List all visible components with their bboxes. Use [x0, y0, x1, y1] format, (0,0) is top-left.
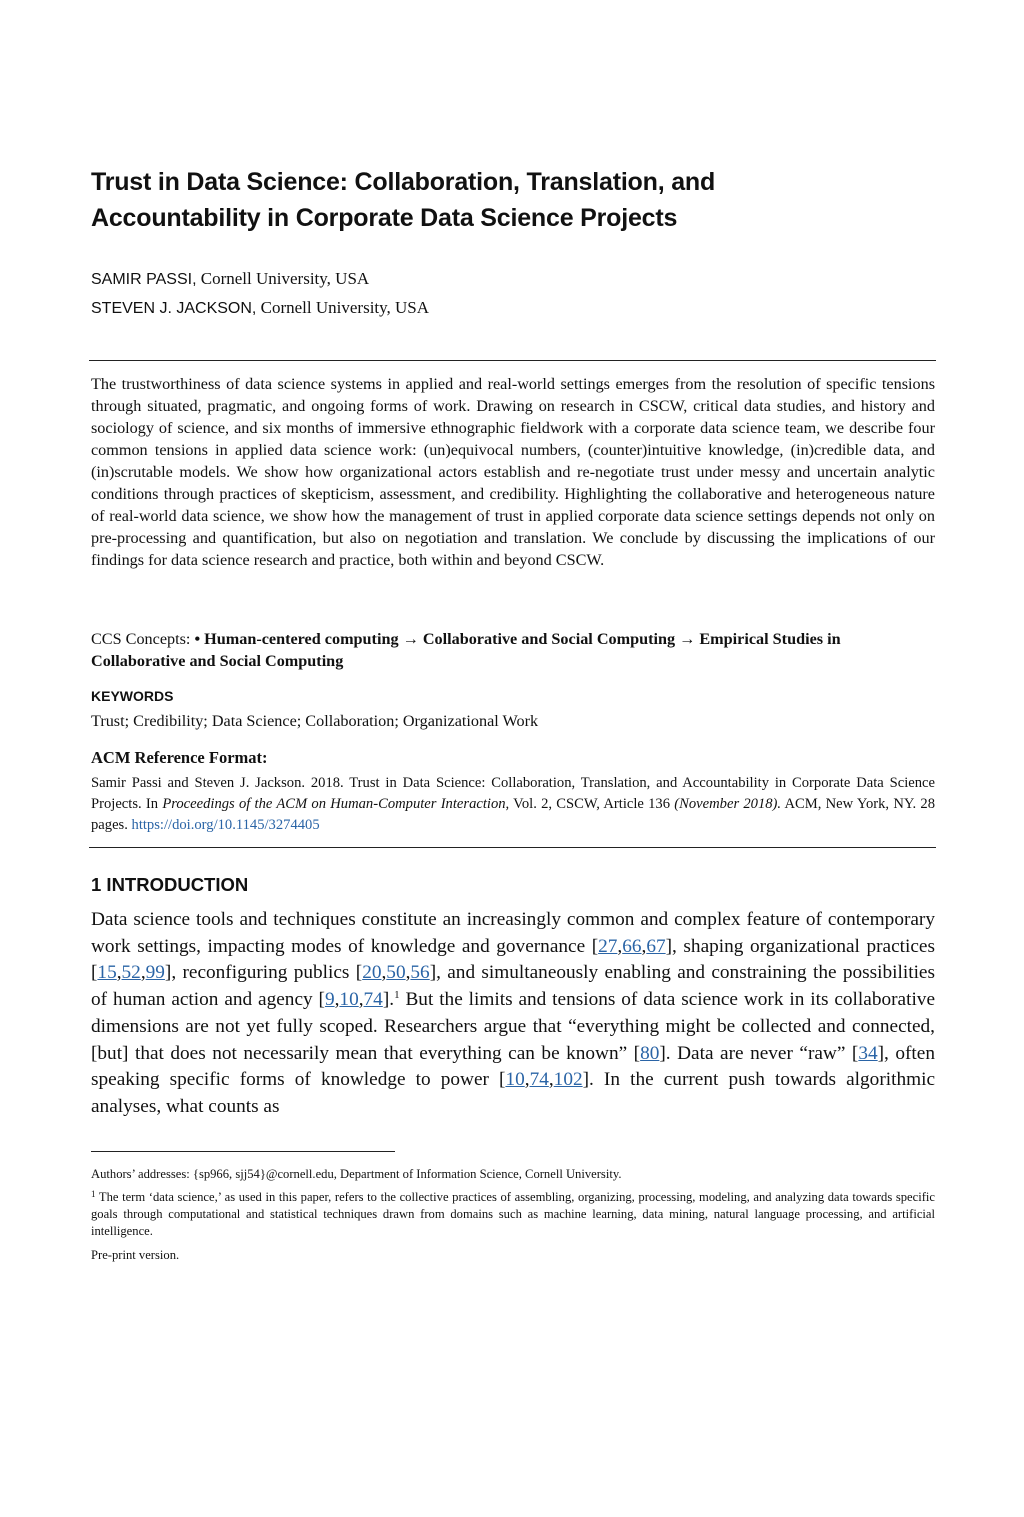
intro-text-run: , [140, 962, 146, 984]
footnote-reference[interactable]: 1 [394, 989, 400, 1002]
acm-ref-date: (November 2018). [674, 796, 782, 812]
citation-link[interactable]: 50 [386, 962, 406, 984]
preprint-note: Pre-print version. [91, 1248, 180, 1262]
author-name: STEVEN J. JACKSON, [91, 300, 257, 317]
footnote-1 [91, 1189, 935, 1240]
intro-text-run: ]. Data are never “raw” [ [659, 1042, 859, 1064]
author-2 [91, 294, 935, 323]
doi-link[interactable]: https://doi.org/10.1145/3274405 [131, 817, 320, 833]
acm-ref-venue: Proceedings of the ACM on Human-Computer Interaction, [162, 796, 510, 812]
citation-link[interactable]: 34 [858, 1042, 878, 1064]
author-affiliation: Cornell University, USA [256, 298, 430, 317]
keywords-text: Trust; Credibility; Data Science; Collaboration; Organizational Work [91, 712, 539, 730]
intro-text-run: ], reconfiguring publics [ [164, 962, 363, 984]
citation-link[interactable]: 15 [97, 962, 117, 984]
footnote-addresses: Authors’ addresses: {sp966, sjj54}@cornell.edu, Department of Information Science, Cornell University. [91, 1167, 622, 1181]
acm-reference-heading: ACM Reference Format: [91, 748, 268, 767]
acm-ref-part1: Samir Passi and Steven J. Jackson. 2018. Trust in Data Science: Collaboration, Translation, and Accountability in Corporate Data Science Projects. In [91, 775, 935, 812]
intro-text-run: Data science tools and techniques constitute an increasingly common and complex feature of contemporary work settings, impacting modes of knowledge and governance [ [91, 909, 935, 957]
intro-text-run: , [116, 962, 122, 984]
paper-title [91, 164, 935, 236]
footnote-divider [91, 1151, 395, 1152]
citation-link[interactable]: 52 [121, 962, 141, 984]
author-name: SAMIR PASSI, [91, 271, 197, 288]
intro-text-run: ]. In the current push towards algorithmic analyses, what counts as [91, 1069, 936, 1117]
citation-link[interactable]: 67 [646, 935, 666, 957]
citation-link[interactable]: 102 [553, 1069, 583, 1091]
intro-text-run: , [405, 962, 411, 984]
ccs-label: CCS Concepts: [91, 630, 195, 648]
title-line-2: Accountability in Corporate Data Science Projects [91, 204, 678, 232]
acm-ref-part3: ACM, New York, NY. 28 pages. [91, 796, 936, 833]
title-line-1: Trust in Data Science: Collaboration, Translation, and [91, 168, 716, 196]
citation-link[interactable]: 10 [339, 989, 359, 1011]
intro-text-run: , [524, 1069, 530, 1091]
citation-link[interactable]: 80 [640, 1042, 660, 1064]
ccs-concepts [91, 628, 935, 672]
intro-text-run: But the limits and tensions of data science work in its collaborative dimensions are not yet fully scoped. Researchers argue that “everything might be collected and connected, [but] that does not necessarily mean that everything can be known” [ [91, 989, 935, 1064]
author-1 [91, 265, 935, 294]
citation-link[interactable]: 66 [622, 935, 642, 957]
intro-text-run: ], and simultaneously enabling and constraining the possibilities of human action and agency [ [91, 962, 935, 1011]
intro-text-run: , [334, 989, 340, 1011]
intro-text-run: ], shaping organizational practices [ [91, 935, 935, 984]
introduction-heading: 1 INTRODUCTION [91, 874, 249, 895]
footnote-mark: 1 [91, 1189, 96, 1199]
intro-text-run: , [381, 962, 387, 984]
intro-text-run: , [548, 1069, 554, 1091]
header-divider [89, 360, 936, 361]
citation-link[interactable]: 20 [362, 962, 382, 984]
footnote-1-text: The term ‘data science,’ as used in this paper, refers to the collective practices of assembling, organizing, processing, modeling, and analyzing data towards specific goals through computational and statistical techniques drawn from domains such as machine learning, data mining, natural language processing, and artificial intelligence. [91, 1190, 935, 1238]
citation-link[interactable]: 9 [324, 989, 335, 1011]
intro-text-run: ], often speaking specific forms of knowledge to power [ [91, 1042, 935, 1091]
abstract: The trustworthiness of data science systems in applied and real-world settings emerges from the resolution of specific tensions through situated, pragmatic, and ongoing forms of work. Drawing on research in CSCW, critical data studies, and history and sociology of science, and six months of immersive ethnographic fieldwork with a corporate data science team, we describe four common tensions in applied data science work: (un)equivocal numbers, (counter)intuitive knowledge, (in)credible data, and (in)scrutable models. We show how organizational actors establish and re-negotiate trust under messy and uncertain analytic conditions through practices of skepticism, assessment, and credibility. Highlighting the collaborative and heterogeneous nature of real-world data science, we show how the management of trust in applied corporate data science settings depends not only on pre-processing and quantification, but also on negotiation and translation. We conclude by discussing the implications of our findings for data science research and practice, both within and beyond CSCW. [91, 375, 935, 569]
author-affiliation: Cornell University, USA [196, 269, 370, 288]
citation-link[interactable]: 74 [529, 1069, 549, 1091]
acm-reference-text [91, 773, 935, 836]
keywords-heading: KEYWORDS [91, 688, 174, 704]
intro-text-run: , [358, 989, 364, 1011]
acm-ref-part2: Vol. 2, CSCW, Article 136 [509, 796, 675, 812]
citation-link[interactable]: 10 [505, 1069, 525, 1091]
citation-link[interactable]: 74 [363, 989, 383, 1011]
citation-link[interactable]: 27 [598, 935, 618, 957]
introduction-body [91, 907, 935, 1121]
author-list [91, 265, 935, 323]
intro-text-run: ]. [382, 989, 395, 1011]
citation-link[interactable]: 99 [145, 962, 165, 984]
ccs-concepts-text: • Human-centered computing → Collaborative and Social Computing → Empirical Studies in Collaborative and Social Computing [91, 630, 841, 670]
intro-text-run: , [617, 935, 623, 957]
section-divider [89, 847, 936, 848]
intro-text-run: , [641, 935, 647, 957]
citation-link[interactable]: 56 [410, 962, 430, 984]
